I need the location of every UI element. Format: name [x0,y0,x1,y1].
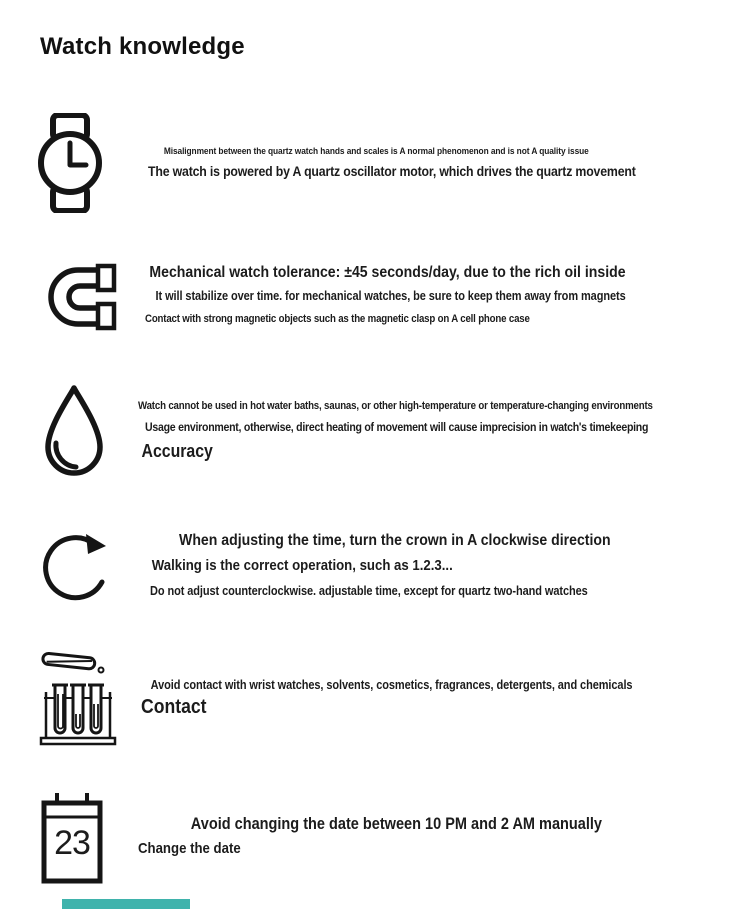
magnet-icon [40,262,118,332]
water-drop-icon [40,383,108,480]
time-setting-text-block [150,531,673,599]
watch-icon [35,113,105,213]
clockwise-sub-text: Walking is the correct operation, such as 1.2.3... [151,557,453,574]
date-sub-text: Change the date [138,840,241,857]
section-date-change [0,791,750,891]
quartz-main-text: The watch is powered by A quartz oscillator motor, which drives the quartz movement [148,163,636,179]
page-title: Watch knowledge [40,33,245,60]
clockwise-main-text: When adjusting the time, turn the crown in A clockwise direction [179,532,611,549]
section-time-setting [0,524,750,619]
rotate-clockwise-icon [42,524,114,608]
test-tubes-icon [38,648,118,748]
section-magnetism [0,262,750,342]
chemicals-sub-text: Avoid contact with wrist watches, solvents, cosmetics, fragrances, detergents, and chemicals [150,678,633,692]
magnet-main-text: Mechanical watch tolerance: ±45 seconds/day, due to the rich oil inside [149,264,626,281]
section-temperature [0,383,750,488]
accent-bar [62,899,190,909]
section-quartz-movement [0,113,750,223]
magnet-sub-text: It will stabilize over time. for mechanical watches, be sure to keep them away from magnets [155,289,626,303]
date-main-text: Avoid changing the date between 10 PM and 2 AM manually [190,815,603,833]
section-chemicals [0,648,750,753]
temperature-note-text: Watch cannot be used in hot water baths, saunas, or other high-temperature or temperature-changing environments [138,400,653,412]
magnet-note-text: Contact with strong magnetic objects such as the magnetic clasp on A cell phone case [145,313,530,325]
chemicals-text-block [141,677,699,719]
temperature-sub-text: Usage environment, otherwise, direct heating of movement will cause imprecision in watch's timekeeping [145,420,649,434]
accuracy-heading: Accuracy [141,441,213,461]
calendar-icon [40,791,104,886]
clockwise-note-text: Do not adjust counterclockwise. adjustable time, except for quartz two-hand watches [150,584,588,598]
calendar-day-number: 23 [54,824,90,862]
temperature-text-block [138,399,723,462]
magnet-text-block [145,263,691,326]
quartz-text-block [148,146,702,180]
contact-heading: Contact [141,696,207,718]
date-text-block [138,814,665,858]
quartz-note-text: Misalignment between the quartz watch hands and scales is A normal phenomenon and is not A quality issue [163,146,589,157]
